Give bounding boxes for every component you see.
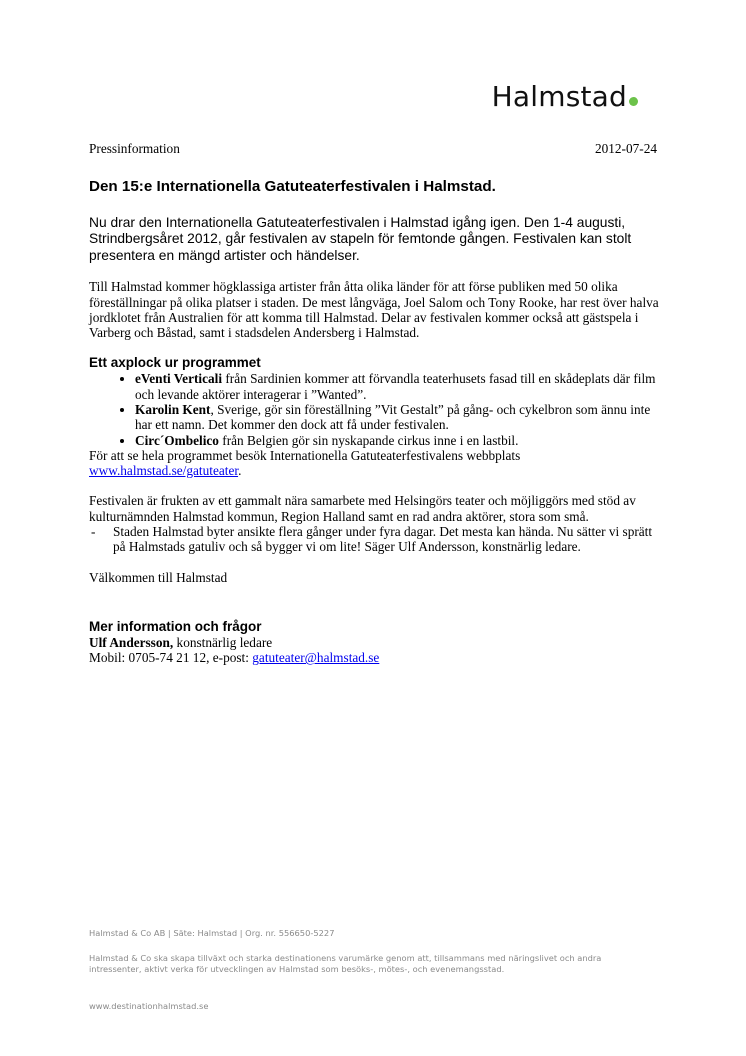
footer-mission-block xyxy=(89,953,649,974)
footer-website: www.destinationhalmstad.se xyxy=(89,1001,209,1011)
dash-marker: - xyxy=(91,524,96,540)
program-list xyxy=(89,371,659,447)
footer-website-block xyxy=(89,1001,649,1012)
document-title: Den 15:e Internationella Gatuteaterfestivalen i Halmstad. xyxy=(89,178,496,195)
program-more xyxy=(89,448,659,479)
contact-email-link[interactable]: gatuteater@halmstad.se xyxy=(252,650,380,666)
lead-paragraph: Nu drar den Internationella Gatuteaterfestivalen i Halmstad igång igen. Den 1-4 augusti, Strindbergsåret 2012, går festivalen av stapeln för femtonde gången. Festivalen kan stolt presentera en mängd artister och händelser. xyxy=(89,215,632,263)
document-body xyxy=(89,178,659,666)
contact-role: konstnärlig ledare xyxy=(173,634,273,650)
body-paragraph-1: Till Halmstad kommer högklassiga artister från åtta olika länder för att förse publiken med 50 olika föreställningar på olika platser i staden. De mest långväga, Joel Salom och Tony Rooke, har rest över halva jordklotet från Australien för att komma till Halmstad. Delar av festivalen kommer också att gästspela i Varberg och Båstad, samt i stadsdelen Andersberg i Halmstad. xyxy=(89,279,659,341)
list-item xyxy=(135,402,659,433)
logo-text: Halmstad xyxy=(491,80,627,113)
artist-description: , Sverige, gör sin föreställning ”Vit Gestalt” på gång- och cykelbron som ännu inte har ett namn. Det kommer den dock att få under festivalen. xyxy=(135,402,651,433)
press-date: 2012-07-24 xyxy=(594,141,657,156)
quote-item xyxy=(89,524,659,555)
artist-name: Circ´Ombelico xyxy=(135,432,219,448)
contact-details xyxy=(89,650,659,665)
artist-description: från Belgien gör sin nyskapande cirkus inne i en lastbil. xyxy=(218,432,519,448)
document-header xyxy=(89,141,657,157)
list-item xyxy=(135,433,659,448)
list-item xyxy=(135,371,659,402)
footer-company: Halmstad & Co AB | Säte: Halmstad | Org. nr. 556650-5227 xyxy=(89,928,335,938)
contact-person xyxy=(89,635,659,650)
program-website-link[interactable]: www.halmstad.se/gatuteater xyxy=(89,463,239,479)
artist-name: eVenti Verticali xyxy=(135,371,223,387)
contact-mobile: Mobil: 0705-74 21 12, e-post: xyxy=(89,650,253,666)
contact-name: Ulf Andersson, xyxy=(89,634,174,650)
logo-dot-icon xyxy=(629,97,638,106)
footer-mission: Halmstad & Co ska skapa tillväxt och starka destinationens varumärke genom att, tillsammans med näringslivet och andra intressenter, aktivt verka för utvecklingen av Halmstad som besöks-, mötes-, och evenemangsstad. xyxy=(89,953,602,974)
halmstad-logo xyxy=(492,80,638,113)
artist-description: från Sardinien kommer att förvandla teaterhusets fasad till en skådeplats där film och levande aktörer interagerar i ”Wanted”. xyxy=(135,371,656,402)
program-more-text: För att se hela programmet besök Internationella Gatuteaterfestivalens webbplats xyxy=(89,447,521,463)
artist-name: Karolin Kent xyxy=(135,402,211,417)
contact-heading: Mer information och frågor xyxy=(89,618,262,634)
program-more-end: . xyxy=(238,463,242,479)
company-footer xyxy=(89,928,649,939)
press-label: Pressinformation xyxy=(89,141,180,156)
body-paragraph-2: Festivalen är frukten av ett gammalt nära samarbete med Helsingörs teater och möjliggörs med stöd av kulturnämnden Halmstad kommun, Region Halland samt en rad andra aktörer, stora som små. xyxy=(89,493,636,524)
quote-text: Staden Halmstad byter ansikte flera gånger under fyra dagar. Det mesta kan hända. Nu sätter vi sprätt på Halmstads gatuliv och så bygger vi om lite! Säger Ulf Andersson, konstnärlig ledare. xyxy=(113,524,653,555)
program-heading: Ett axplock ur programmet xyxy=(89,355,261,371)
welcome-text: Välkommen till Halmstad xyxy=(89,569,228,585)
quote-list xyxy=(89,524,659,555)
